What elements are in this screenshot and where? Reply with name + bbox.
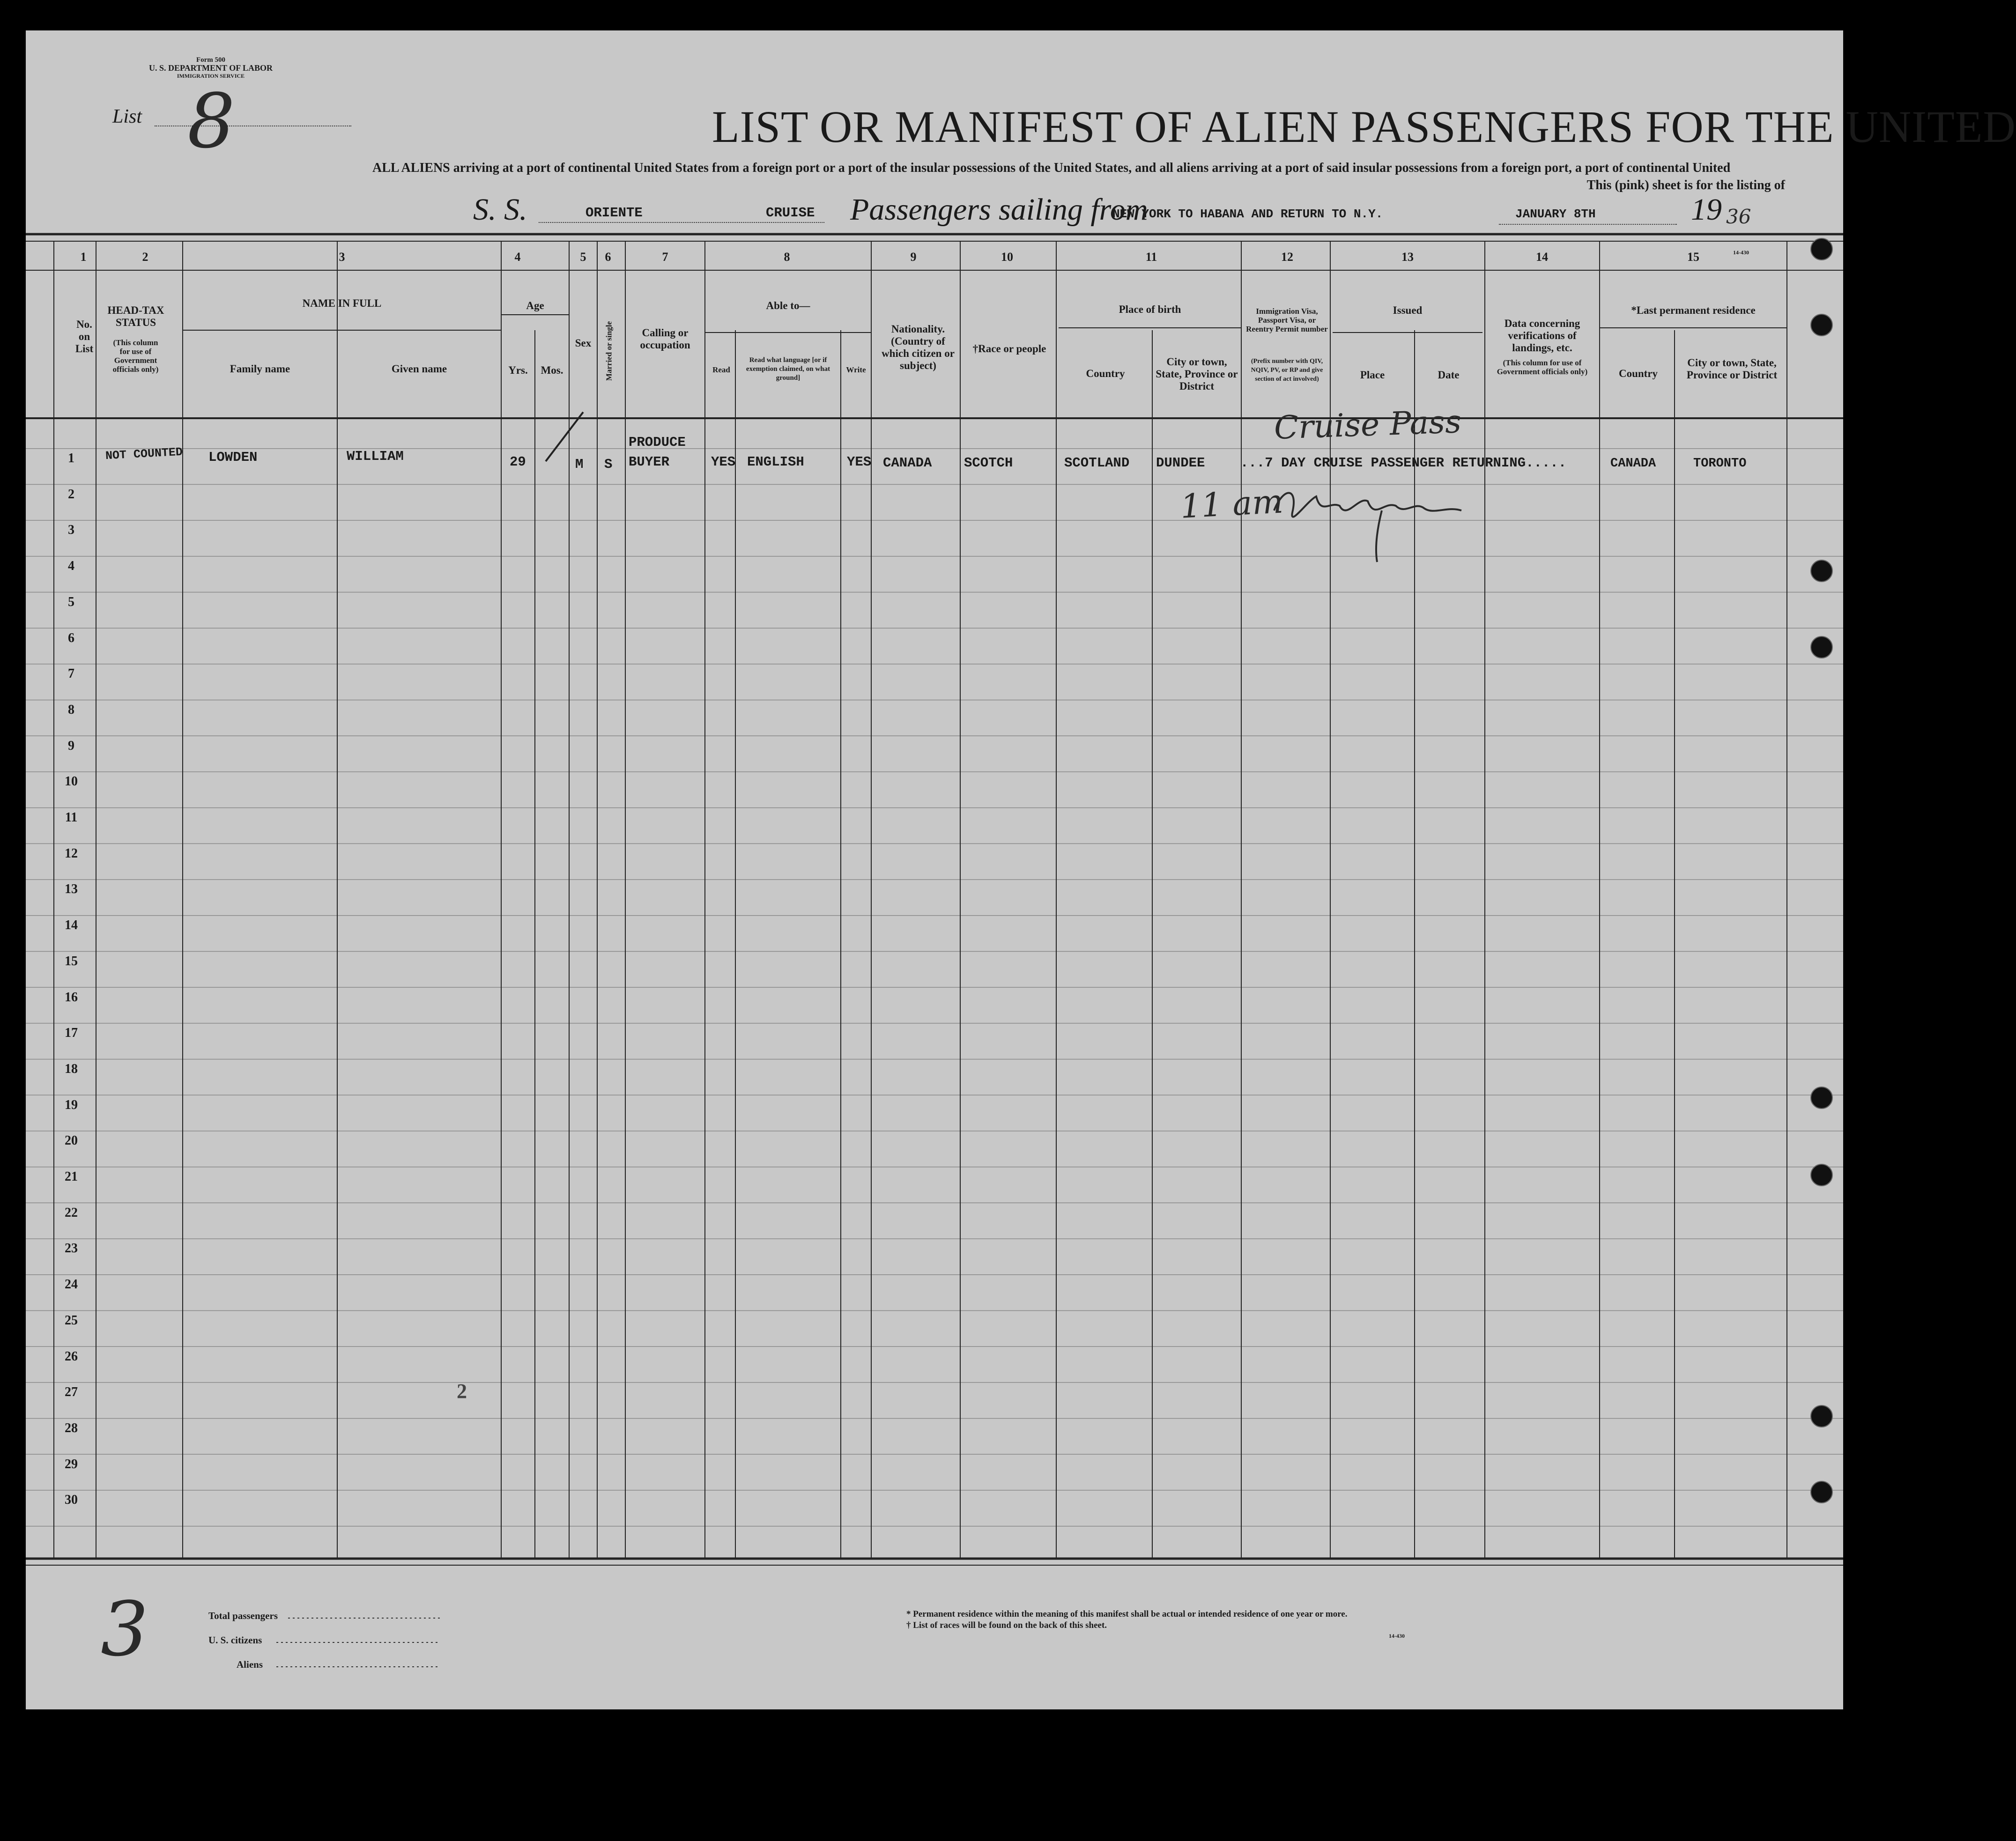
row-number: 3 xyxy=(68,523,74,538)
sailing-date: JANUARY 8TH xyxy=(1515,207,1596,221)
row-number: 1 xyxy=(68,451,74,466)
binder-hole xyxy=(1810,238,1833,260)
sailing-label: Passengers sailing from xyxy=(850,192,1148,227)
column-number: 8 xyxy=(784,250,790,264)
cell-race: SCOTCH xyxy=(964,455,1013,471)
route: NEW YORK TO HABANA AND RETURN TO N.Y. xyxy=(1112,207,1383,221)
hdr-nationality: Nationality. (Country of which citizen or subject) xyxy=(882,323,955,371)
column-number: 3 xyxy=(339,250,345,264)
hdr-head-tax-note: (This column for use of Government officials only) xyxy=(112,338,159,374)
cell-res-city: TORONTO xyxy=(1693,457,1747,471)
cell-res-country: CANADA xyxy=(1610,457,1656,471)
hdr-age: Age xyxy=(526,300,544,311)
row-number: 6 xyxy=(68,630,74,645)
list-label: List xyxy=(112,106,142,127)
row-number: 21 xyxy=(65,1169,78,1184)
cell-head-tax: NOT COUNTED xyxy=(105,445,183,463)
hdr-verif-note: (This column for use of Government officials only) xyxy=(1497,358,1588,376)
column-number: 15 xyxy=(1687,250,1699,264)
row-number: 5 xyxy=(68,594,74,609)
binder-hole xyxy=(1810,636,1833,658)
hdr-visa-note: (Prefix number with QIV, NQIV, PV, or RP and give section of act involved) xyxy=(1251,358,1323,383)
hdr-place: Place xyxy=(1360,369,1385,381)
hdr-calling: Calling or occupation xyxy=(640,327,690,351)
hdr-head-tax: HEAD-TAX STATUS xyxy=(107,304,164,328)
column-number: 4 xyxy=(514,250,521,264)
row-number: 11 xyxy=(65,810,78,825)
row-number: 18 xyxy=(65,1061,78,1076)
column-number: 2 xyxy=(142,250,148,264)
cruise-pass-note: Cruise Pass xyxy=(1273,403,1462,447)
us-citizens-label: U. S. citizens xyxy=(208,1634,262,1646)
row-number: 19 xyxy=(65,1097,78,1112)
column-number: 7 xyxy=(662,250,668,264)
row-number: 20 xyxy=(65,1133,78,1148)
hdr-yrs: Yrs. xyxy=(508,364,528,376)
hdr-last-res: *Last permanent residence xyxy=(1631,304,1756,316)
hdr-verif: Data concerning verifications of landings, etc. xyxy=(1504,318,1580,354)
hdr-family-name: Family name xyxy=(230,363,290,375)
instructions: ALL ALIENS arriving at a port of continental United States from a foreign port or a port of the insular possessions of the United States, and all aliens arriving at a port of said insular possessions from a foreign port, a port of continental United xyxy=(372,161,1731,175)
column-number: 14 xyxy=(1536,250,1548,264)
row-number: 2 xyxy=(68,487,74,502)
total-passengers-label: Total passengers xyxy=(208,1610,278,1621)
hdr-res-city: City or town, State, Province or District xyxy=(1686,357,1778,381)
row-number: 9 xyxy=(68,738,74,753)
column-number: 11 xyxy=(1145,250,1157,264)
row-number: 10 xyxy=(65,774,78,789)
row-number: 27 xyxy=(65,1385,78,1400)
row-number: 22 xyxy=(65,1205,78,1220)
column-number: 12 xyxy=(1281,250,1293,264)
hdr-date: Date xyxy=(1438,369,1460,381)
row-number: 17 xyxy=(65,1026,78,1041)
instructions-2: This (pink) sheet is for the listing of xyxy=(1586,178,1785,192)
row-number: 26 xyxy=(65,1349,78,1364)
binder-hole xyxy=(1810,560,1833,582)
aliens-label: Aliens xyxy=(237,1659,263,1670)
hdr-write: Write xyxy=(846,365,866,374)
row-number: 13 xyxy=(65,882,78,897)
row-number: 28 xyxy=(65,1420,78,1435)
row-number: 12 xyxy=(65,846,78,861)
column-number: 5 xyxy=(580,250,586,264)
binder-hole xyxy=(1810,314,1833,336)
hdr-no-on-list: No. on List xyxy=(75,318,94,355)
hdr-able-to: Able to— xyxy=(766,300,810,311)
row-number: 23 xyxy=(65,1241,78,1256)
cell-birth-country: SCOTLAND xyxy=(1064,455,1130,471)
footnote-1: * Permanent residence within the meaning of this manifest shall be actual or intended residence of one year or more. xyxy=(906,1609,1348,1619)
cell-language: ENGLISH xyxy=(747,454,804,470)
column-number: 13 xyxy=(1401,250,1414,264)
cell-write: YES xyxy=(847,454,872,470)
footnote-2: † List of races will be found on the back of this sheet. xyxy=(906,1620,1107,1630)
form-number: Form 500 xyxy=(196,56,226,64)
footnote-code: 14-430 xyxy=(1389,1633,1405,1639)
cell-family-name: LOWDEN xyxy=(208,450,258,465)
column-number: 10 xyxy=(1001,250,1013,264)
hdr-visa: Immigration Visa, Passport Visa, or Reentry Permit number xyxy=(1246,307,1328,333)
hdr-mos: Mos. xyxy=(541,364,563,376)
hdr-read-lang: Read what language [or if exemption claimed, on what ground] xyxy=(746,356,830,382)
cell-occupation-1: PRODUCE xyxy=(629,435,686,450)
hdr-read: Read xyxy=(712,365,730,374)
page-title: LIST OR MANIFEST OF ALIEN PASSENGERS FOR THE UNITED xyxy=(712,102,2016,152)
hdr-issued: Issued xyxy=(1393,304,1423,316)
ss-label: S. S. xyxy=(473,192,527,227)
row-number: 24 xyxy=(65,1277,78,1292)
cell-status: S xyxy=(604,457,613,472)
form-code-top: 14-430 xyxy=(1733,249,1749,256)
hdr-country: Country xyxy=(1086,368,1125,379)
service: IMMIGRATION SERVICE xyxy=(177,73,245,79)
page-number: 3 xyxy=(101,1585,148,1673)
row-number: 4 xyxy=(68,559,74,574)
column-number: 1 xyxy=(80,250,87,264)
row-number: 25 xyxy=(65,1313,78,1328)
cell-sex: M xyxy=(575,457,584,472)
cell-nationality: CANADA xyxy=(883,455,932,471)
hdr-sex: Sex xyxy=(575,337,592,349)
year-suffix: 36 xyxy=(1726,205,1751,228)
row-number: 15 xyxy=(65,954,78,969)
list-number: 8 xyxy=(187,77,235,165)
cell-birth-city: DUNDEE xyxy=(1156,455,1205,471)
hdr-given-name: Given name xyxy=(391,363,447,375)
cruise-label: CRUISE xyxy=(766,205,815,221)
cell-age: 29 xyxy=(510,454,526,470)
cell-occupation-2: BUYER xyxy=(629,454,670,470)
year-prefix: 19 xyxy=(1691,192,1722,227)
binder-hole xyxy=(1810,1164,1833,1186)
binder-hole xyxy=(1810,1481,1833,1503)
hdr-race: †Race or people xyxy=(972,343,1046,355)
row-number: 16 xyxy=(65,990,78,1005)
stamp-digit: 2 xyxy=(457,1380,467,1403)
binder-hole xyxy=(1810,1087,1833,1109)
ship-name: ORIENTE xyxy=(586,205,643,221)
column-number: 9 xyxy=(910,250,917,264)
column-number: 6 xyxy=(605,250,611,264)
binder-hole xyxy=(1810,1405,1833,1427)
cell-read: YES xyxy=(711,454,736,470)
hdr-married: Married or single xyxy=(604,321,614,381)
hdr-res-country: Country xyxy=(1618,368,1658,379)
row-number: 8 xyxy=(68,702,74,717)
hdr-city: City or town, State, Province or District xyxy=(1156,356,1238,392)
row-number: 14 xyxy=(65,918,78,933)
department: U. S. DEPARTMENT OF LABOR xyxy=(148,63,273,73)
row-number: 7 xyxy=(68,666,74,681)
hdr-place-of-birth: Place of birth xyxy=(1119,303,1181,315)
row-number: 29 xyxy=(65,1457,78,1471)
time-note: 11 am xyxy=(1179,482,1284,526)
hdr-name-in-full: NAME IN FULL xyxy=(302,297,382,309)
cell-remark: ...7 DAY CRUISE PASSENGER RETURNING..... xyxy=(1240,455,1567,471)
row-number: 30 xyxy=(65,1493,78,1508)
cell-given-name: WILLIAM xyxy=(347,449,404,464)
